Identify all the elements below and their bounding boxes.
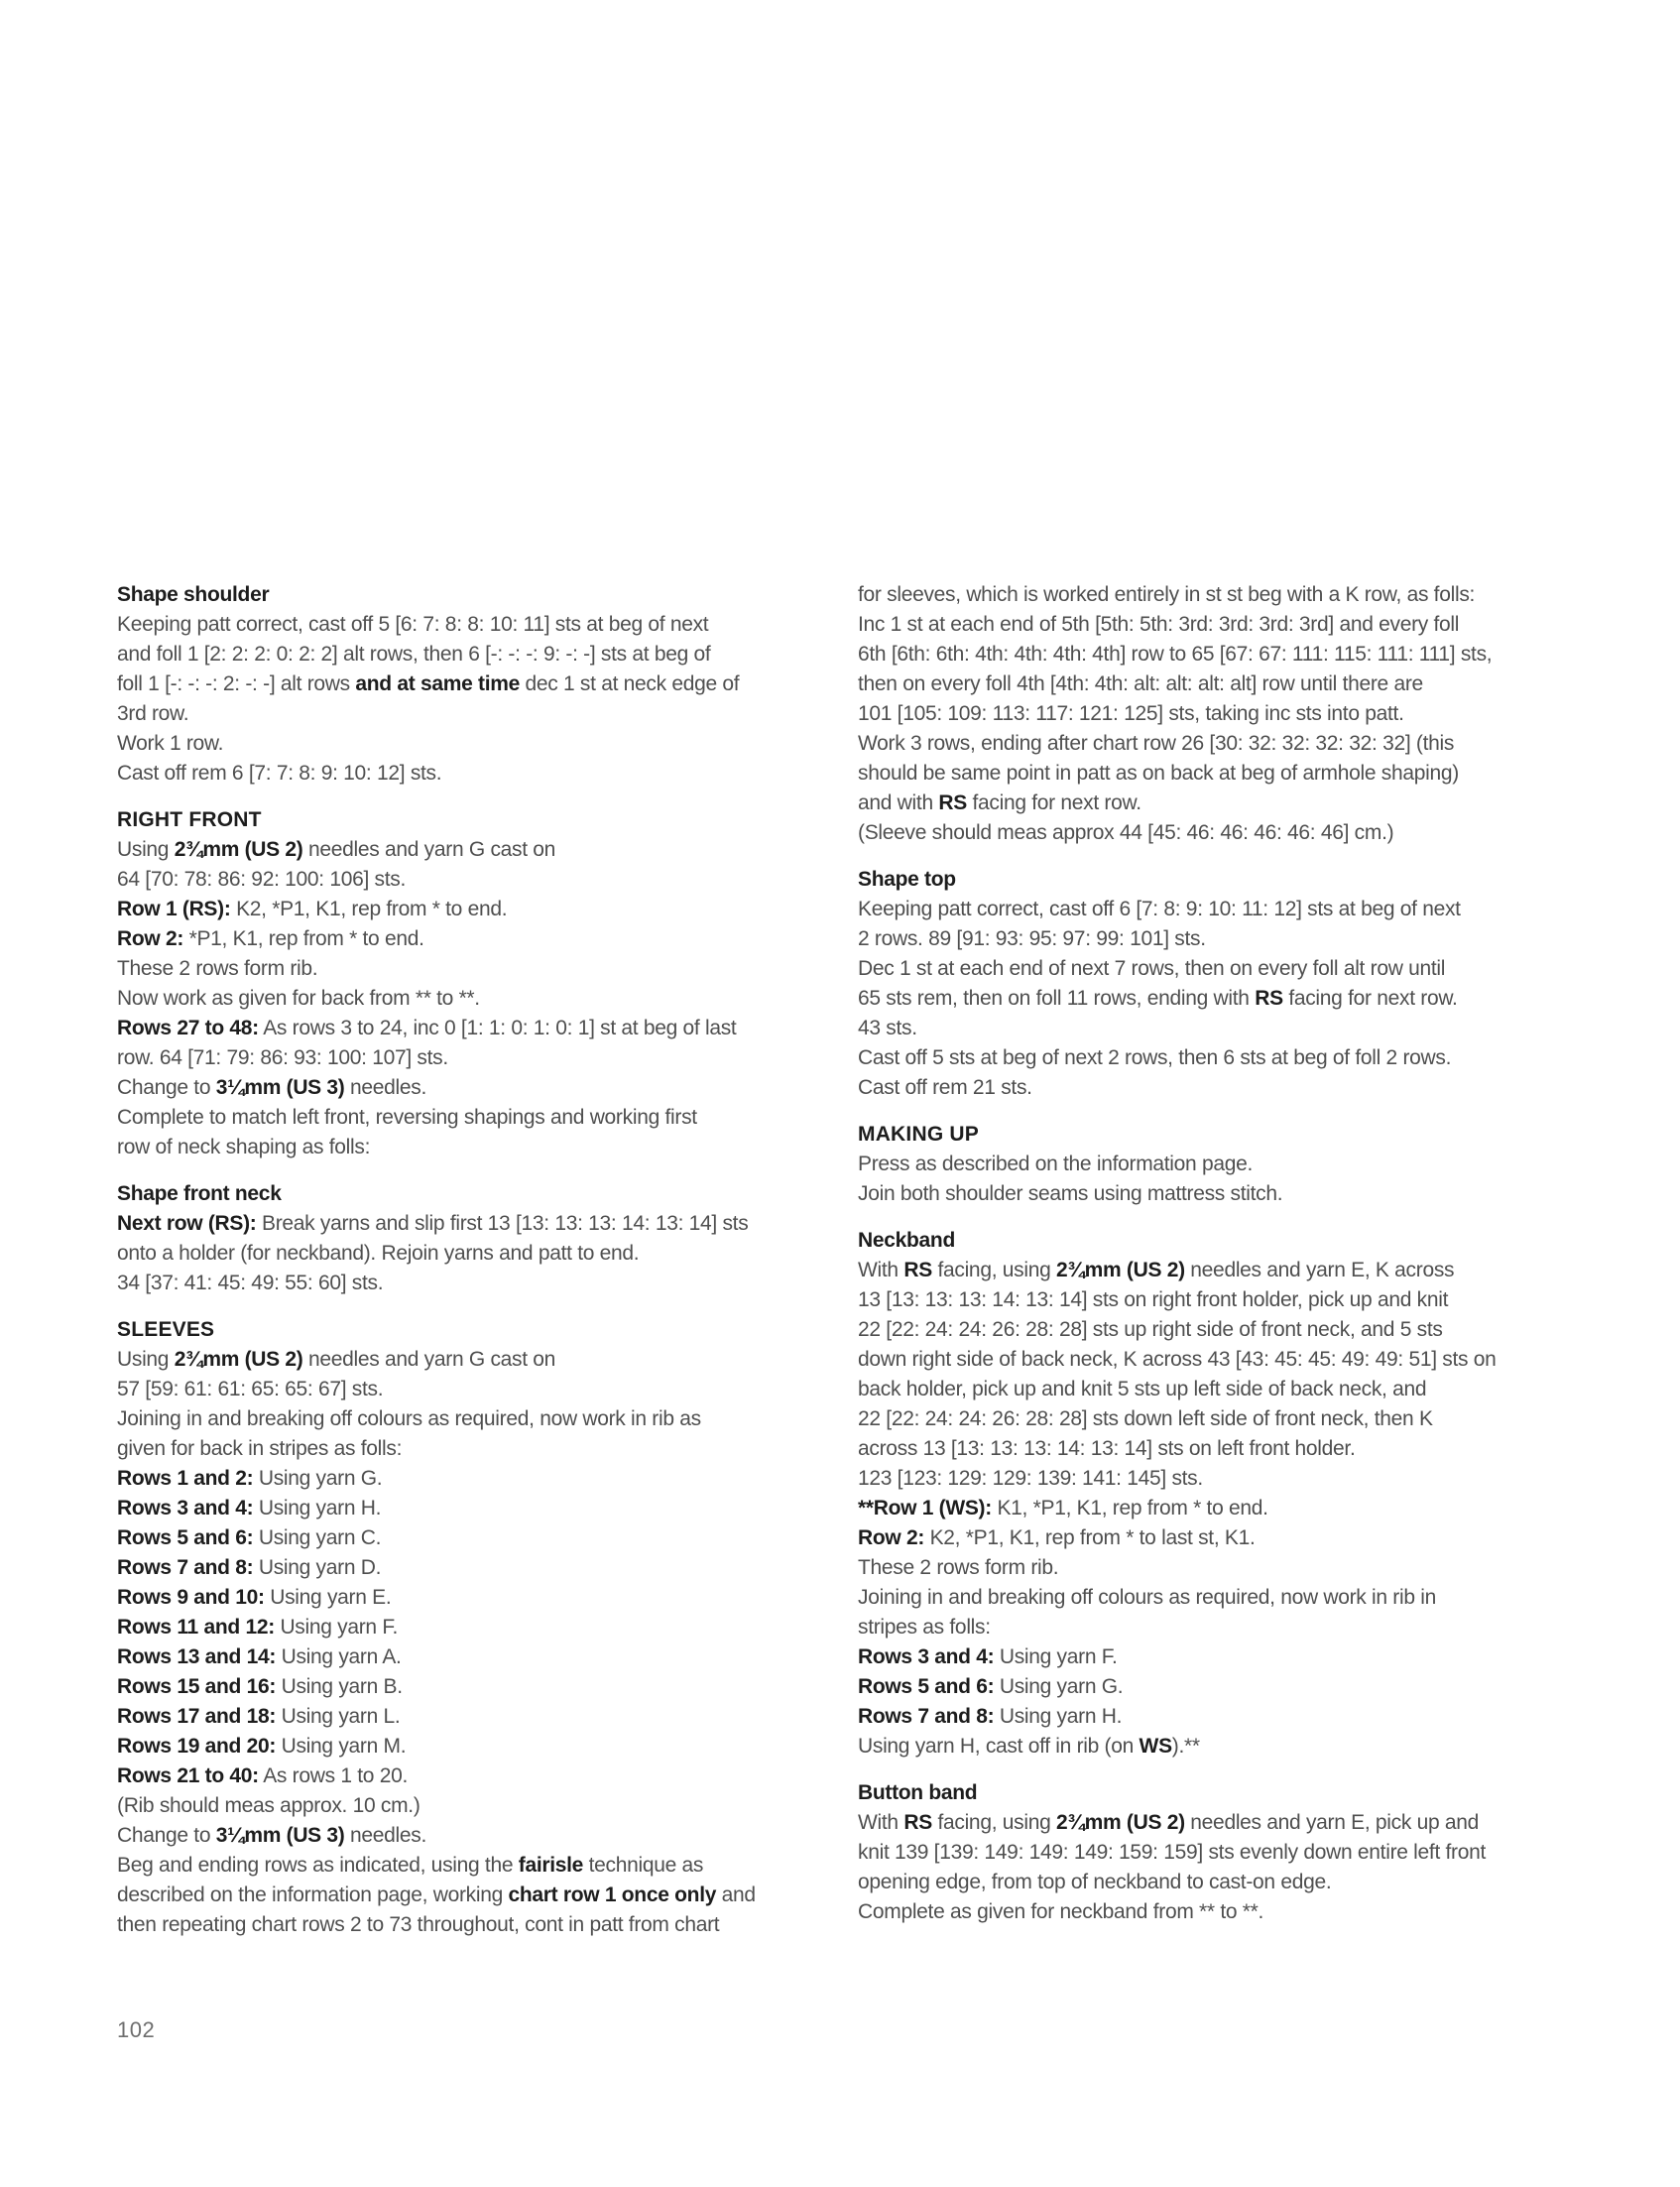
text-run: Work 1 row. bbox=[117, 732, 224, 755]
text-run: needles. bbox=[344, 1076, 427, 1099]
text-line bbox=[117, 835, 841, 865]
text-run: With bbox=[858, 1811, 904, 1834]
bold-run: 2¾mm (US 2) bbox=[1056, 1811, 1185, 1834]
text-line bbox=[117, 1881, 841, 1910]
text-line bbox=[858, 1256, 1582, 1285]
text-line bbox=[117, 1613, 841, 1642]
bold-run: 2¾mm (US 2) bbox=[1056, 1259, 1185, 1281]
text-run: Using yarn H. bbox=[994, 1705, 1123, 1728]
text-line bbox=[117, 1762, 841, 1791]
text-line bbox=[858, 1285, 1582, 1315]
text-line bbox=[858, 729, 1582, 759]
text-line bbox=[858, 1494, 1582, 1523]
text-line bbox=[117, 1702, 841, 1732]
text-run: ).** bbox=[1171, 1735, 1200, 1758]
text-run: Complete as given for neckband from ** to **. bbox=[858, 1900, 1264, 1923]
text-run: row of neck shaping as folls: bbox=[117, 1136, 371, 1158]
text-line bbox=[117, 924, 841, 954]
bold-run: RS bbox=[938, 791, 967, 814]
text-run: Using bbox=[117, 838, 175, 861]
text-run: onto a holder (for neckband). Rejoin yarns and patt to end. bbox=[117, 1242, 640, 1265]
text-line bbox=[858, 924, 1582, 954]
heading-sleeves bbox=[117, 1315, 841, 1345]
text-line bbox=[117, 759, 841, 789]
text-run: 57 [59: 61: 61: 65: 65: 67] sts. bbox=[117, 1378, 384, 1400]
text-run: With bbox=[858, 1259, 904, 1281]
text-run: Using yarn M. bbox=[276, 1735, 407, 1758]
text-run: K2, *P1, K1, rep from * to end. bbox=[230, 898, 508, 920]
text-run: Complete to match left front, reversing shapings and working first bbox=[117, 1106, 697, 1129]
text-run: Using yarn C. bbox=[253, 1526, 382, 1549]
text-line bbox=[117, 610, 841, 640]
text-line bbox=[858, 669, 1582, 699]
text-line bbox=[858, 1868, 1582, 1897]
text-line bbox=[117, 669, 841, 699]
text-run: Inc 1 st at each end of 5th [5th: 5th: 3rd: 3rd: 3rd: 3rd] and every foll bbox=[858, 613, 1460, 636]
text-line bbox=[117, 1672, 841, 1702]
bold-run: Rows 27 to 48: bbox=[117, 1017, 259, 1039]
text-line bbox=[117, 1133, 841, 1162]
text-line bbox=[858, 954, 1582, 984]
text-run: and with bbox=[858, 791, 939, 814]
text-run: Keeping patt correct, cast off 6 [7: 8: 9: 10: 11: 12] sts at beg of next bbox=[858, 898, 1461, 920]
text-line bbox=[117, 1583, 841, 1613]
text-line bbox=[858, 1838, 1582, 1868]
text-line bbox=[117, 895, 841, 924]
bold-run: WS bbox=[1139, 1735, 1172, 1758]
text-run: 22 [22: 24: 24: 26: 28: 28] sts down left side of front neck, then K bbox=[858, 1407, 1433, 1430]
text-line bbox=[858, 1073, 1582, 1103]
text-run: Cast off rem 21 sts. bbox=[858, 1076, 1032, 1099]
text-line bbox=[858, 818, 1582, 848]
heading-button-band bbox=[858, 1778, 1582, 1808]
text-run: 43 sts. bbox=[858, 1017, 917, 1039]
bold-run: Row 2: bbox=[117, 927, 184, 950]
bold-run: Neckband bbox=[858, 1229, 955, 1252]
text-run: back holder, pick up and knit 5 sts up left side of back neck, and bbox=[858, 1378, 1427, 1400]
text-run: for sleeves, which is worked entirely in st st beg with a K row, as folls: bbox=[858, 583, 1476, 606]
text-line bbox=[117, 1791, 841, 1821]
bold-run: Next row (RS): bbox=[117, 1212, 257, 1235]
text-run: Cast off rem 6 [7: 7: 8: 9: 10: 12] sts. bbox=[117, 762, 442, 785]
text-line bbox=[858, 1150, 1582, 1179]
text-run: Joining in and breaking off colours as required, now work in rib as bbox=[117, 1407, 701, 1430]
bold-run: Rows 19 and 20: bbox=[117, 1735, 277, 1758]
text-line bbox=[858, 759, 1582, 789]
text-run: Using yarn G. bbox=[994, 1675, 1124, 1698]
text-line bbox=[858, 1553, 1582, 1583]
bold-run: Rows 1 and 2: bbox=[117, 1467, 254, 1490]
bold-run: **Row 1 (WS): bbox=[858, 1497, 992, 1519]
bold-run: Rows 5 and 6: bbox=[117, 1526, 254, 1549]
text-run: then repeating chart rows 2 to 73 throughout, cont in patt from chart bbox=[117, 1913, 720, 1936]
bold-run: Button band bbox=[858, 1781, 978, 1804]
page-number: 102 bbox=[117, 2017, 156, 2042]
text-run: facing for next row. bbox=[966, 791, 1141, 814]
text-run: Now work as given for back from ** to **. bbox=[117, 987, 480, 1010]
bold-run: Rows 11 and 12: bbox=[117, 1616, 275, 1639]
text-line bbox=[858, 1808, 1582, 1838]
text-run: 101 [105: 109: 113: 117: 121: 125] sts, taking inc sts into patt. bbox=[858, 702, 1404, 725]
column-right bbox=[858, 580, 1582, 1927]
text-run: Press as described on the information page. bbox=[858, 1153, 1254, 1175]
text-line bbox=[858, 1642, 1582, 1672]
text-line bbox=[117, 1434, 841, 1464]
text-line bbox=[117, 1014, 841, 1043]
text-run: 22 [22: 24: 24: 26: 28: 28] sts up right side of front neck, and 5 sts bbox=[858, 1318, 1443, 1341]
text-run: Using yarn L. bbox=[276, 1705, 401, 1728]
text-line bbox=[117, 1821, 841, 1851]
text-run: (Rib should meas approx. 10 cm.) bbox=[117, 1794, 420, 1817]
bold-run: SLEEVES bbox=[117, 1318, 215, 1341]
text-run: Cast off 5 sts at beg of next 2 rows, then 6 sts at beg of foll 2 rows. bbox=[858, 1046, 1452, 1069]
text-line bbox=[117, 1464, 841, 1494]
text-line bbox=[858, 1345, 1582, 1375]
text-run: needles and yarn E, pick up and bbox=[1184, 1811, 1480, 1834]
text-run: stripes as folls: bbox=[858, 1616, 991, 1639]
bold-run: chart row 1 once only bbox=[508, 1883, 717, 1906]
bold-run: fairisle bbox=[518, 1854, 584, 1877]
text-run: then on every foll 4th [4th: 4th: alt: alt: alt: alt] row until there are bbox=[858, 672, 1423, 695]
text-run: Change to bbox=[117, 1824, 216, 1847]
text-run: Keeping patt correct, cast off 5 [6: 7: 8: 8: 10: 11] sts at beg of next bbox=[117, 613, 709, 636]
text-line bbox=[117, 1269, 841, 1298]
text-line bbox=[117, 1910, 841, 1940]
bold-run: Rows 17 and 18: bbox=[117, 1705, 277, 1728]
text-run: 123 [123: 129: 129: 139: 141: 145] sts. bbox=[858, 1467, 1203, 1490]
text-run: foll 1 [-: -: -: 2: -: -] alt rows bbox=[117, 672, 356, 695]
text-run: These 2 rows form rib. bbox=[117, 957, 318, 980]
text-line bbox=[117, 640, 841, 669]
bold-run: Rows 7 and 8: bbox=[117, 1556, 254, 1579]
bold-run: Rows 13 and 14: bbox=[117, 1645, 277, 1668]
text-line bbox=[117, 954, 841, 984]
heading-making-up bbox=[858, 1120, 1582, 1150]
text-run: Using yarn H, cast off in rib (on bbox=[858, 1735, 1140, 1758]
text-run: Using yarn G. bbox=[253, 1467, 383, 1490]
text-run: 3rd row. bbox=[117, 702, 189, 725]
text-run: Join both shoulder seams using mattress stitch. bbox=[858, 1182, 1283, 1205]
text-line bbox=[117, 1404, 841, 1434]
text-run: Using yarn F. bbox=[274, 1616, 399, 1639]
text-line bbox=[858, 895, 1582, 924]
bold-run: RS bbox=[903, 1811, 932, 1834]
heading-shape-shoulder bbox=[117, 580, 841, 610]
text-line bbox=[117, 1103, 841, 1133]
bold-run: Rows 7 and 8: bbox=[858, 1705, 995, 1728]
bold-run: Row 1 (RS): bbox=[117, 898, 231, 920]
text-run: Work 3 rows, ending after chart row 26 [30: 32: 32: 32: 32: 32] (this bbox=[858, 732, 1455, 755]
text-run: row. 64 [71: 79: 86: 93: 100: 107] sts. bbox=[117, 1046, 448, 1069]
text-run: Using yarn A. bbox=[276, 1645, 402, 1668]
text-line bbox=[858, 1434, 1582, 1464]
text-line bbox=[858, 1043, 1582, 1073]
text-run: 13 [13: 13: 13: 14: 13: 14] sts on right front holder, pick up and knit bbox=[858, 1288, 1449, 1311]
text-run: needles and yarn G cast on bbox=[302, 838, 556, 861]
text-line bbox=[117, 1375, 841, 1404]
text-line bbox=[858, 1702, 1582, 1732]
text-run: K2, *P1, K1, rep from * to last st, K1. bbox=[924, 1526, 1256, 1549]
bold-run: Shape shoulder bbox=[117, 583, 270, 606]
heading-shape-top bbox=[858, 865, 1582, 895]
text-line bbox=[117, 1345, 841, 1375]
bold-run: 3¼mm (US 3) bbox=[215, 1824, 345, 1847]
text-run: 64 [70: 78: 86: 92: 100: 106] sts. bbox=[117, 868, 407, 891]
text-line bbox=[858, 610, 1582, 640]
text-run: should be same point in patt as on back at beg of armhole shaping) bbox=[858, 762, 1459, 785]
text-run: across 13 [13: 13: 13: 14: 13: 14] sts on left front holder. bbox=[858, 1437, 1356, 1460]
text-run: Using yarn F. bbox=[994, 1645, 1118, 1668]
bold-run: Rows 3 and 4: bbox=[117, 1497, 254, 1519]
bold-run: 2¾mm (US 2) bbox=[174, 1348, 303, 1371]
text-run: Change to bbox=[117, 1076, 216, 1099]
text-line bbox=[117, 1494, 841, 1523]
bold-run: Row 2: bbox=[858, 1526, 925, 1549]
bold-run: Rows 3 and 4: bbox=[858, 1645, 995, 1668]
text-run: knit 139 [139: 149: 149: 149: 159: 159] sts evenly down entire left front bbox=[858, 1841, 1487, 1864]
text-run: As rows 1 to 20. bbox=[258, 1764, 408, 1787]
text-line bbox=[858, 699, 1582, 729]
text-line bbox=[117, 729, 841, 759]
heading-right-front bbox=[117, 805, 841, 835]
text-line bbox=[117, 1523, 841, 1553]
text-run: described on the information page, working bbox=[117, 1883, 509, 1906]
text-line bbox=[858, 1179, 1582, 1209]
text-run: 34 [37: 41: 45: 49: 55: 60] sts. bbox=[117, 1272, 384, 1294]
text-line bbox=[858, 1672, 1582, 1702]
text-run: 6th [6th: 6th: 4th: 4th: 4th: 4th] row to 65 [67: 67: 111: 115: 111: 111] sts, bbox=[858, 643, 1493, 666]
text-line bbox=[117, 1073, 841, 1103]
bold-run: Rows 21 to 40: bbox=[117, 1764, 259, 1787]
heading-shape-front-neck bbox=[117, 1179, 841, 1209]
text-run: K1, *P1, K1, rep from * to end. bbox=[991, 1497, 1268, 1519]
text-line bbox=[117, 1642, 841, 1672]
text-run: Using yarn H. bbox=[253, 1497, 382, 1519]
text-line bbox=[117, 984, 841, 1014]
text-line bbox=[117, 1553, 841, 1583]
text-run: and foll 1 [2: 2: 2: 0: 2: 2] alt rows, then 6 [-: -: -: 9: -: -] sts at beg of bbox=[117, 643, 711, 666]
text-line bbox=[858, 1375, 1582, 1404]
text-run: given for back in stripes as folls: bbox=[117, 1437, 403, 1460]
text-run: technique as bbox=[583, 1854, 704, 1877]
text-line bbox=[858, 1897, 1582, 1927]
text-line bbox=[117, 865, 841, 895]
text-line bbox=[117, 1851, 841, 1881]
text-line bbox=[117, 1239, 841, 1269]
text-line bbox=[858, 1464, 1582, 1494]
text-run: These 2 rows form rib. bbox=[858, 1556, 1059, 1579]
text-run: facing for next row. bbox=[1282, 987, 1458, 1010]
text-line bbox=[858, 1523, 1582, 1553]
text-line bbox=[858, 1404, 1582, 1434]
text-run: *P1, K1, rep from * to end. bbox=[183, 927, 424, 950]
text-line bbox=[858, 1014, 1582, 1043]
text-line bbox=[858, 789, 1582, 818]
text-run: dec 1 st at neck edge of bbox=[519, 672, 740, 695]
text-line bbox=[858, 640, 1582, 669]
bold-run: RIGHT FRONT bbox=[117, 808, 262, 831]
text-run: (Sleeve should meas approx 44 [45: 46: 46: 46: 46: 46] cm.) bbox=[858, 821, 1394, 844]
text-run: As rows 3 to 24, inc 0 [1: 1: 0: 1: 0: 1] st at beg of last bbox=[258, 1017, 737, 1039]
text-run: Beg and ending rows as indicated, using the bbox=[117, 1854, 519, 1877]
text-line bbox=[117, 1732, 841, 1762]
bold-run: MAKING UP bbox=[858, 1123, 979, 1146]
text-line bbox=[858, 984, 1582, 1014]
text-run: needles and yarn E, K across bbox=[1184, 1259, 1455, 1281]
bold-run: Shape front neck bbox=[117, 1182, 282, 1205]
heading-neckband bbox=[858, 1226, 1582, 1256]
bold-run: Rows 5 and 6: bbox=[858, 1675, 995, 1698]
text-run: opening edge, from top of neckband to cast-on edge. bbox=[858, 1871, 1332, 1893]
bold-run: RS bbox=[903, 1259, 932, 1281]
text-line bbox=[117, 699, 841, 729]
text-run: down right side of back neck, K across 43 [43: 45: 45: 49: 49: 51] sts on bbox=[858, 1348, 1497, 1371]
bold-run: Rows 15 and 16: bbox=[117, 1675, 277, 1698]
text-run: facing, using bbox=[931, 1811, 1057, 1834]
text-line bbox=[858, 1732, 1582, 1762]
text-run: Using yarn E. bbox=[264, 1586, 392, 1609]
text-line bbox=[858, 580, 1582, 610]
bold-run: 3¼mm (US 3) bbox=[215, 1076, 345, 1099]
bold-run: RS bbox=[1255, 987, 1283, 1010]
text-run: 2 rows. 89 [91: 93: 95: 97: 99: 101] sts. bbox=[858, 927, 1206, 950]
text-run: Break yarns and slip first 13 [13: 13: 13: 14: 13: 14] sts bbox=[256, 1212, 749, 1235]
text-run: needles. bbox=[344, 1824, 427, 1847]
text-line bbox=[858, 1315, 1582, 1345]
column-left bbox=[117, 580, 841, 1940]
text-run: Using bbox=[117, 1348, 175, 1371]
text-line bbox=[858, 1613, 1582, 1642]
text-run: Using yarn B. bbox=[276, 1675, 403, 1698]
text-line bbox=[117, 1043, 841, 1073]
text-run: needles and yarn G cast on bbox=[302, 1348, 556, 1371]
text-run: Dec 1 st at each end of next 7 rows, then on every foll alt row until bbox=[858, 957, 1446, 980]
bold-run: Shape top bbox=[858, 868, 956, 891]
text-line bbox=[117, 1209, 841, 1239]
text-run: Joining in and breaking off colours as required, now work in rib in bbox=[858, 1586, 1437, 1609]
text-line bbox=[858, 1583, 1582, 1613]
bold-run: Rows 9 and 10: bbox=[117, 1586, 265, 1609]
text-run: 65 sts rem, then on foll 11 rows, ending with bbox=[858, 987, 1256, 1010]
text-run: facing, using bbox=[931, 1259, 1057, 1281]
bold-run: and at same time bbox=[355, 672, 520, 695]
bold-run: 2¾mm (US 2) bbox=[174, 838, 303, 861]
text-run: Using yarn D. bbox=[253, 1556, 382, 1579]
text-run: and bbox=[716, 1883, 756, 1906]
